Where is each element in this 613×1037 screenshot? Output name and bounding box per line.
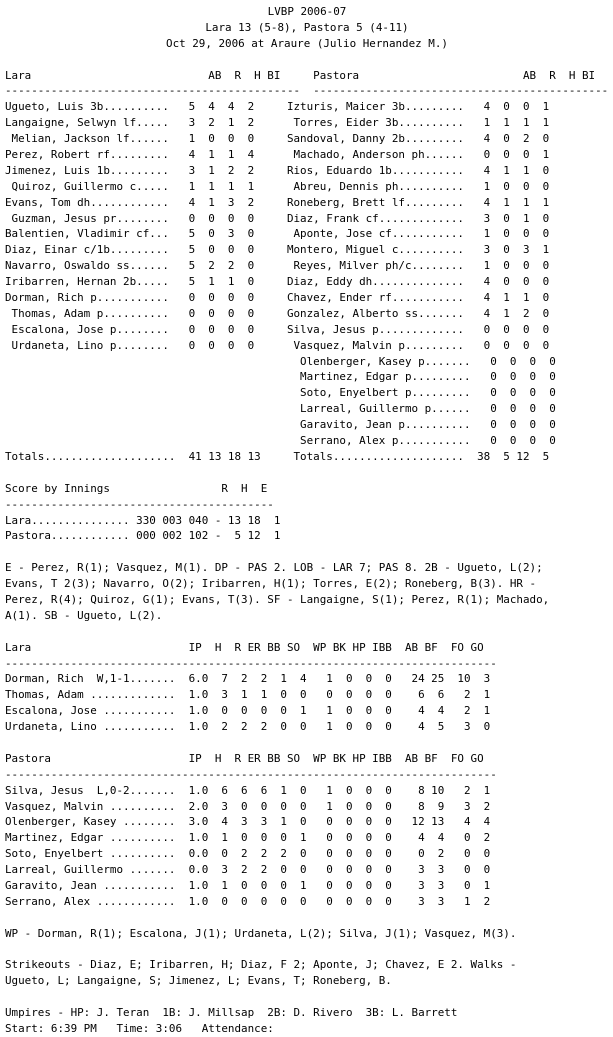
batting-row: Iribarren, Hernan 2b..... 5 1 1 0 Diaz, Eddy dh.............. 4 0 0 0 xyxy=(5,275,550,289)
blank-line xyxy=(5,624,609,640)
batting-row: Navarro, Oswaldo ss...... 5 2 2 0 Reyes, Milver ph/c........ 1 0 0 0 xyxy=(5,259,550,273)
game-date-venue: Oct 29, 2006 at Araure (Julio Hernandez M.) xyxy=(166,36,448,50)
strikeouts-walks xyxy=(5,957,609,989)
score-row: Pastora............ 000 002 102 - 5 12 1 xyxy=(5,529,281,543)
batting-row: Escalona, Jose p........ 0 0 0 0 Silva, Jesus p............. 0 0 0 0 xyxy=(5,322,550,336)
batting-row: Jimenez, Luis 1b......... 3 1 2 2 Rios, Eduardo 1b........... 4 1 1 0 xyxy=(5,163,550,177)
score-row: Lara............... 330 003 040 - 13 18 1 xyxy=(5,513,281,527)
batting-row: Larreal, Guillermo p...... 0 0 0 0 xyxy=(5,402,556,416)
game-notes xyxy=(5,560,609,624)
batting-row: Langaigne, Selwyn lf..... 3 2 1 2 Torres, Eider 3b.......... 1 1 1 1 xyxy=(5,116,550,130)
pitching-row: Olenberger, Kasey ........ 3.0 4 3 3 1 0 0 0 0 0 12 13 4 4 xyxy=(5,815,491,829)
notes-line: Evans, T 2(3); Navarro, O(2); Iribarren, H(1); Torres, E(2); Roneberg, B(3). HR - xyxy=(5,577,537,591)
batting-row: --------------------------------------------- --------------------------------------------- xyxy=(5,84,609,98)
batting-row: Guzman, Jesus pr........ 0 0 0 0 Diaz, Frank cf............. 3 0 1 0 xyxy=(5,211,550,225)
batting-row: Olenberger, Kasey p....... 0 0 0 0 xyxy=(5,354,556,368)
blank-line xyxy=(5,989,609,1005)
notes-line: A(1). SB - Ugueto, L(2). xyxy=(5,608,163,622)
footer-line: Umpires - HP: J. Teran 1B: J. Millsap 2B: D. Rivero 3B: L. Barrett xyxy=(5,1006,458,1020)
batting-row: Ugueto, Luis 3b.......... 5 4 4 2 Izturis, Maicer 3b......... 4 0 0 1 xyxy=(5,100,550,114)
pitching-row: Martinez, Edgar .......... 1.0 1 0 0 0 1 0 0 0 0 4 4 0 2 xyxy=(5,831,491,845)
pitching-row: Escalona, Jose ........... 1.0 0 0 0 0 1 1 0 0 0 4 4 2 1 xyxy=(5,704,491,718)
score-row: ----------------------------------------- xyxy=(5,497,274,511)
pitching-row: Soto, Enyelbert .......... 0.0 0 2 2 2 0 0 0 0 0 0 2 0 0 xyxy=(5,847,491,861)
batting-row: Quiroz, Guillermo c..... 1 1 1 1 Abreu, Dennis ph.......... 1 0 0 0 xyxy=(5,179,550,193)
batting-row: Evans, Tom dh............ 4 1 3 2 Roneberg, Brett lf......... 4 1 1 1 xyxy=(5,195,550,209)
league-title: LVBP 2006-07 xyxy=(267,5,347,18)
notes-line: Perez, R(4); Quiroz, G(1); Evans, T(3). SF - Langaigne, S(1); Perez, R(1); Machado, xyxy=(5,592,550,606)
batting-row: Dorman, Rich p........... 0 0 0 0 Chavez, Ender rf........... 4 1 1 0 xyxy=(5,291,550,305)
blank-line xyxy=(5,544,609,560)
blank-line xyxy=(5,910,609,926)
batting-row: Balentien, Vladimir cf... 5 0 3 0 Aponte, Jose cf........... 1 0 0 0 xyxy=(5,227,550,241)
batting-row: Totals.................... 41 13 18 13 Totals.................... 38 5 12 5 xyxy=(5,449,550,463)
pitching-row: Garavito, Jean ........... 1.0 1 0 0 0 1 0 0 0 0 3 3 0 1 xyxy=(5,878,491,892)
pitching-row: Urdaneta, Lino ........... 1.0 2 2 2 0 0 1 0 0 0 4 5 3 0 xyxy=(5,720,491,734)
blank-line xyxy=(5,52,609,68)
umpires-and-start xyxy=(5,1005,609,1037)
pitching-row: --------------------------------------------------------------------------- xyxy=(5,656,497,670)
box-score-document xyxy=(5,4,609,1037)
pastora-pitching-table xyxy=(5,751,609,910)
pitching-row: Thomas, Adam ............. 1.0 3 1 1 0 0 0 0 0 0 6 6 2 1 xyxy=(5,688,491,702)
batting-row: Serrano, Alex p........... 0 0 0 0 xyxy=(5,434,556,448)
pitching-row: Lara IP H R ER BB SO WP BK HP IBB AB BF FO GO xyxy=(5,640,484,654)
batting-row: Diaz, Einar c/1b......... 5 0 0 0 Montero, Miguel c.......... 3 0 3 1 xyxy=(5,243,550,257)
pitching-row: Pastora IP H R ER BB SO WP BK HP IBB AB BF FO GO xyxy=(5,751,484,765)
score-row: Score by Innings R H E xyxy=(5,481,268,495)
footer-line: Start: 6:39 PM Time: 3:06 Attendance: xyxy=(5,1022,274,1035)
batting-row: Garavito, Jean p.......... 0 0 0 0 xyxy=(5,418,556,432)
strikeouts-line: Ugueto, L; Langaigne, S; Jimenez, L; Evans, T; Roneberg, B. xyxy=(5,974,392,988)
batting-row: Lara AB R H BI Pastora AB R H BI xyxy=(5,68,596,82)
batting-row: Perez, Robert rf......... 4 1 1 4 Machado, Anderson ph...... 0 0 0 1 xyxy=(5,148,550,162)
pitching-row: Larreal, Guillermo ....... 0.0 3 2 2 0 0 0 0 0 0 3 3 0 0 xyxy=(5,863,491,877)
strikeouts-line: Strikeouts - Diaz, E; Iribarren, H; Diaz, F 2; Aponte, J; Chavez, E 2. Walks - xyxy=(5,958,517,972)
pitching-row: Silva, Jesus L,0-2....... 1.0 6 6 6 1 0 1 0 0 0 8 10 2 1 xyxy=(5,783,491,797)
batting-row: Thomas, Adam p.......... 0 0 0 0 Gonzalez, Alberto ss....... 4 1 2 0 xyxy=(5,306,550,320)
pitching-row: Vasquez, Malvin .......... 2.0 3 0 0 0 0 1 0 0 0 8 9 3 2 xyxy=(5,799,491,813)
batting-row: Urdaneta, Lino p........ 0 0 0 0 Vasquez, Malvin p......... 0 0 0 0 xyxy=(5,338,550,352)
wild-pitches-line: WP - Dorman, R(1); Escalona, J(1); Urdaneta, L(2); Silva, J(1); Vasquez, M(3). xyxy=(5,926,517,940)
batting-row: Melian, Jackson lf...... 1 0 0 0 Sandoval, Danny 2b......... 4 0 2 0 xyxy=(5,132,550,146)
batting-row: Soto, Enyelbert p......... 0 0 0 0 xyxy=(5,386,556,400)
blank-line xyxy=(5,735,609,751)
batting-box-score xyxy=(5,68,609,465)
score-by-innings xyxy=(5,481,609,545)
blank-line xyxy=(5,942,609,958)
batting-row: Martinez, Edgar p......... 0 0 0 0 xyxy=(5,370,556,384)
game-result: Lara 13 (5-8), Pastora 5 (4-11) xyxy=(205,20,409,34)
pitching-row: Serrano, Alex ............ 1.0 0 0 0 0 0 0 0 0 0 3 3 1 2 xyxy=(5,894,491,908)
lara-pitching-table xyxy=(5,640,609,735)
blank-line xyxy=(5,465,609,481)
pitching-row: --------------------------------------------------------------------------- xyxy=(5,767,497,781)
pitching-row: Dorman, Rich W,1-1....... 6.0 7 2 2 1 4 1 0 0 0 24 25 10 3 xyxy=(5,672,491,686)
notes-line: E - Perez, R(1); Vasquez, M(1). DP - PAS 2. LOB - LAR 7; PAS 8. 2B - Ugueto, L(2); xyxy=(5,561,543,575)
